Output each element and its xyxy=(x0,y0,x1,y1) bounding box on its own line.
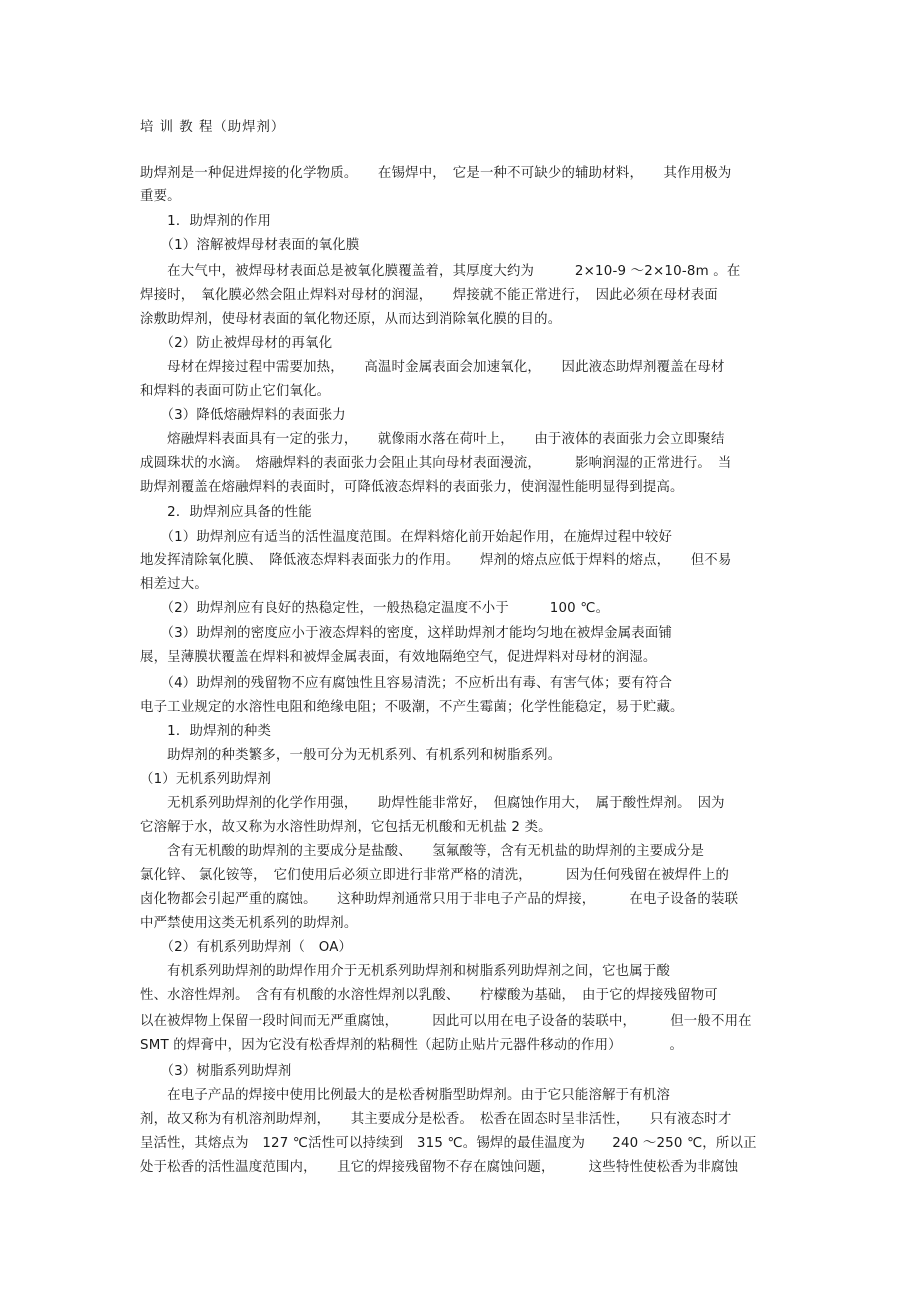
paragraph-line: 助焊剂是一种促进焊接的化学物质。 在锡焊中， 它是一种不可缺少的辅助材料， 其作用极为 xyxy=(140,166,732,181)
paragraph-line: 焊接时， 氧化膜必然会阻止焊料对母材的润湿， 焊接就不能正常进行， 因此必须在母材表面 xyxy=(140,288,718,303)
paragraph-line: 助焊剂的种类繁多，一般可分为无机系列、有机系列和树脂系列。 xyxy=(140,748,562,763)
paragraph-line: 氯化锌、 氯化铵等， 它们使用后必须立即进行非常严格的清洗， 因为任何残留在被焊件上的 xyxy=(140,868,730,883)
paragraph-line: （2）有机系列助焊剂（ OA） xyxy=(140,940,353,955)
paragraph-line: 涂敷助焊剂，使母材表面的氧化物还原，从而达到消除氧化膜的目的。 xyxy=(140,312,562,327)
paragraph-line: 卤化物都会引起严重的腐蚀。 这种助焊剂通常只用于非电子产品的焊接， 在电子设备的装联 xyxy=(140,892,739,907)
paragraph-line: 成圆珠状的水滴。 熔融焊料的表面张力会阻止其向母材表面漫流， 影响润湿的正常进行。 当 xyxy=(140,456,732,471)
paragraph-line: 母材在焊接过程中需要加热， 高温时金属表面会加速氧化， 因此液态助焊剂覆盖在母材 xyxy=(140,360,725,375)
paragraph-line: 中严禁使用这类无机系列的助焊剂。 xyxy=(140,916,358,931)
document-title: 培 训 教 程（助焊剂） xyxy=(140,120,286,135)
paragraph-line: 熔融焊料表面具有一定的张力， 就像雨水落在荷叶上， 由于液体的表面张力会立即聚结 xyxy=(140,432,725,447)
paragraph-line: 性、水溶性焊剂。 含有有机酸的水溶性焊剂以乳酸、 柠檬酸为基础， 由于它的焊接残留物可 xyxy=(140,988,718,1003)
paragraph-line: 剂，故又称为有机溶剂助焊剂， 其主要成分是松香。 松香在固态时呈非活性， 只有液态时才 xyxy=(140,1112,732,1127)
paragraph-line: 以在被焊物上保留一段时间而无严重腐蚀， 因此可以用在电子设备的装联中， 但一般不用在 xyxy=(140,1014,752,1029)
paragraph-line: （3）助焊剂的密度应小于液态焊料的密度，这样助焊剂才能均匀地在被焊金属表面铺 xyxy=(140,626,673,641)
paragraph-line: 相差过大。 xyxy=(140,577,208,592)
paragraph-line: （1）无机系列助焊剂 xyxy=(140,772,272,787)
paragraph-line: 地发挥清除氧化膜、 降低液态焊料表面张力的作用。 焊剂的熔点应低于焊料的熔点， 但不易 xyxy=(140,553,732,568)
paragraph-line: 在大气中，被焊母材表面总是被氧化膜覆盖着，其厚度大约为 2×10-9 ～2×10-8m 。在 xyxy=(140,264,741,279)
paragraph-line: （1）溶解被焊母材表面的氧化膜 xyxy=(140,238,360,253)
paragraph-line: 它溶解于水，故又称为水溶性助焊剂，它包括无机酸和无机盐 2 类。 xyxy=(140,820,552,835)
paragraph-line: 有机系列助焊剂的助焊作用介于无机系列助焊剂和树脂系列助焊剂之间，它也属于酸 xyxy=(140,964,671,979)
paragraph-line: 助焊剂覆盖在熔融焊料的表面时，可降低液态焊料的表面张力，使润湿性能明显得到提高。 xyxy=(140,480,684,495)
paragraph-line: （3）降低熔融焊料的表面张力 xyxy=(140,408,346,423)
paragraph-line: （2）助焊剂应有良好的热稳定性，一般热稳定温度不小于 100 ℃。 xyxy=(140,601,610,616)
paragraph-line: 重要。 xyxy=(140,189,181,204)
paragraph-line: 1．助焊剂的作用 xyxy=(140,214,272,229)
paragraph-line: 在电子产品的焊接中使用比例最大的是松香树脂型助焊剂。由于它只能溶解于有机溶 xyxy=(140,1088,671,1103)
paragraph-line: （1）助焊剂应有适当的活性温度范围。在焊料熔化前开始起作用，在施焊过程中较好 xyxy=(140,530,673,545)
paragraph-line: 呈活性，其熔点为 127 ℃活性可以持续到 315 ℃。锡焊的最佳温度为 240 ～250 ℃，所以正 xyxy=(140,1136,757,1151)
paragraph-line: 处于松香的活性温度范围内， 且它的焊接残留物不存在腐蚀问题， 这些特性使松香为非腐蚀 xyxy=(140,1160,739,1175)
paragraph-line: （4）助焊剂的残留物不应有腐蚀性且容易清洗；不应析出有毒、有害气体；要有符合 xyxy=(140,676,673,691)
paragraph-line: 展，呈薄膜状覆盖在焊料和被焊金属表面，有效地隔绝空气，促进焊料对母材的润湿。 xyxy=(140,650,657,665)
paragraph-line: 和焊料的表面可防止它们氧化。 xyxy=(140,384,331,399)
paragraph-line: 2．助焊剂应具备的性能 xyxy=(140,505,312,520)
paragraph-line: 电子工业规定的水溶性电阻和绝缘电阻；不吸潮，不产生霉菌；化学性能稳定，易于贮藏。 xyxy=(140,700,684,715)
paragraph-line: 无机系列助焊剂的化学作用强， 助焊性能非常好， 但腐蚀作用大， 属于酸性焊剂。 因为 xyxy=(140,796,725,811)
paragraph-line: 1．助焊剂的种类 xyxy=(140,724,272,739)
paragraph-line: （3）树脂系列助焊剂 xyxy=(140,1064,292,1079)
paragraph-line: （2）防止被焊母材的再氧化 xyxy=(140,336,333,351)
paragraph-line: SMT 的焊膏中，因为它没有松香焊剂的粘稠性（起防止贴片元器件移动的作用） 。 xyxy=(140,1038,684,1053)
paragraph-line: 含有无机酸的助焊剂的主要成分是盐酸、 氢氟酸等，含有无机盐的助焊剂的主要成分是 xyxy=(140,844,705,859)
